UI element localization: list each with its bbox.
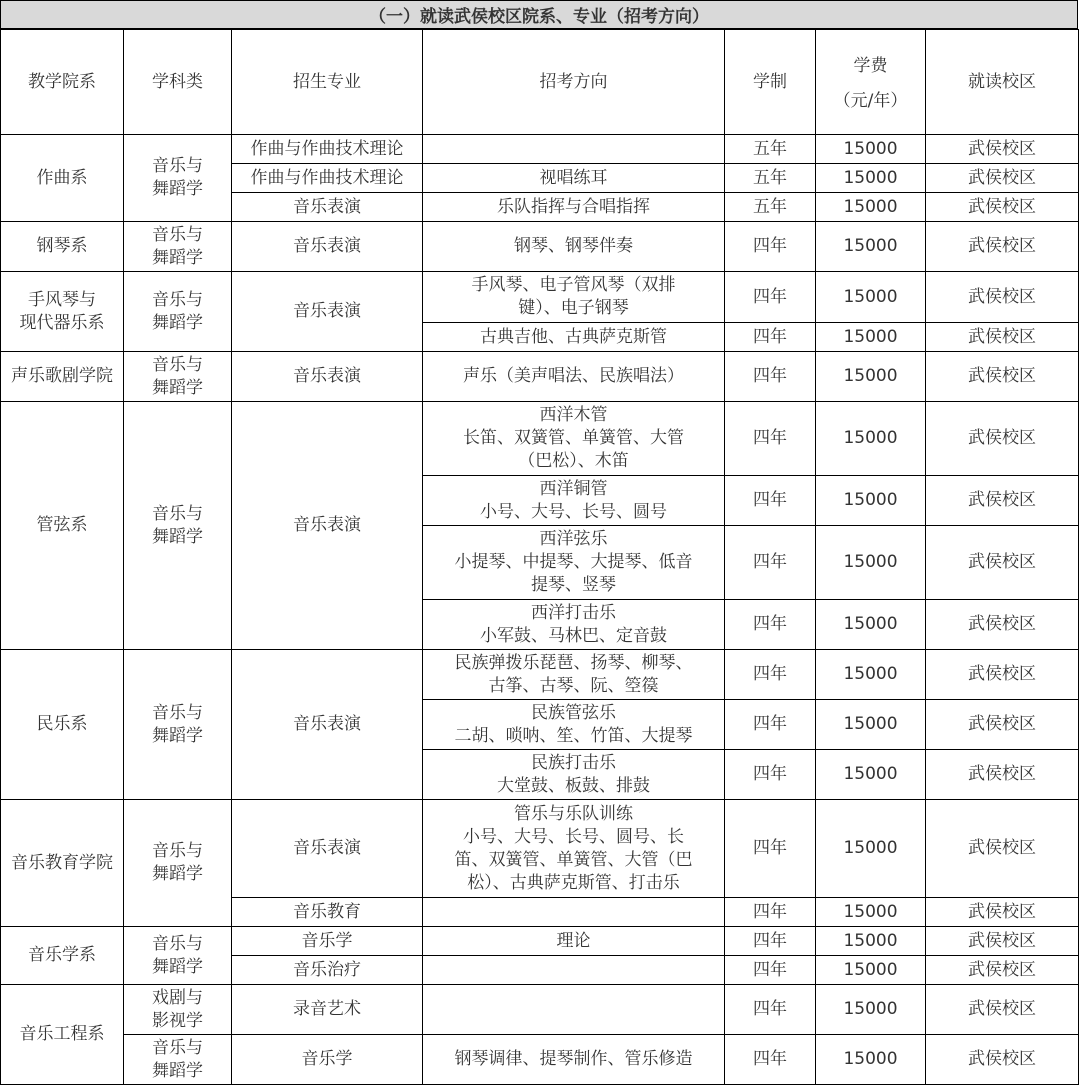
major-cell: 音乐表演 bbox=[232, 193, 423, 222]
table-row bbox=[1, 402, 1079, 476]
years-cell: 五年 bbox=[725, 164, 816, 193]
fee-cell: 15000 bbox=[816, 750, 926, 800]
years-cell: 五年 bbox=[725, 135, 816, 164]
fee-cell: 15000 bbox=[816, 800, 926, 898]
fee-cell: 15000 bbox=[816, 476, 926, 526]
table-title: （一）就读武侯校区院系、专业（招考方向） bbox=[0, 0, 1078, 29]
campus-cell: 武侯校区 bbox=[926, 985, 1079, 1035]
major-cell: 音乐表演 bbox=[232, 272, 423, 352]
category-cell: 音乐与 舞蹈学 bbox=[124, 927, 232, 985]
years-cell: 四年 bbox=[725, 800, 816, 898]
fee-cell: 15000 bbox=[816, 402, 926, 476]
campus-cell: 武侯校区 bbox=[926, 700, 1079, 750]
campus-cell: 武侯校区 bbox=[926, 164, 1079, 193]
table-row bbox=[1, 650, 1079, 700]
years-cell: 四年 bbox=[725, 352, 816, 402]
direction-cell bbox=[423, 985, 725, 1035]
major-cell: 音乐表演 bbox=[232, 352, 423, 402]
major-cell: 音乐学 bbox=[232, 1035, 423, 1085]
major-cell: 音乐表演 bbox=[232, 800, 423, 898]
direction-cell: 声乐（美声唱法、民族唱法） bbox=[423, 352, 725, 402]
header-fee-line2: （元/年） bbox=[833, 91, 908, 111]
fee-cell: 15000 bbox=[816, 222, 926, 272]
major-cell: 作曲与作曲技术理论 bbox=[232, 164, 423, 193]
fee-cell: 15000 bbox=[816, 272, 926, 323]
fee-cell: 15000 bbox=[816, 1035, 926, 1085]
direction-cell: 西洋铜管 小号、大号、长号、圆号 bbox=[423, 476, 725, 526]
years-cell: 四年 bbox=[725, 750, 816, 800]
years-cell: 四年 bbox=[725, 1035, 816, 1085]
campus-cell: 武侯校区 bbox=[926, 272, 1079, 323]
major-cell: 音乐学 bbox=[232, 927, 423, 956]
header-fee-line1: 学费 bbox=[853, 56, 888, 76]
table-row bbox=[1, 352, 1079, 402]
years-cell: 四年 bbox=[725, 402, 816, 476]
category-cell: 音乐与 舞蹈学 bbox=[124, 402, 232, 650]
campus-cell: 武侯校区 bbox=[926, 927, 1079, 956]
campus-cell: 武侯校区 bbox=[926, 222, 1079, 272]
fee-cell: 15000 bbox=[816, 927, 926, 956]
direction-cell: 民族弹拨乐琵琶、扬琴、柳琴、 古筝、古琴、阮、箜篌 bbox=[423, 650, 725, 700]
direction-cell: 视唱练耳 bbox=[423, 164, 725, 193]
dept-cell: 钢琴系 bbox=[1, 222, 124, 272]
campus-cell: 武侯校区 bbox=[926, 1035, 1079, 1085]
years-cell: 四年 bbox=[725, 272, 816, 323]
years-cell: 四年 bbox=[725, 956, 816, 985]
table-row bbox=[1, 1035, 1079, 1085]
table-row bbox=[1, 222, 1079, 272]
header-dept: 教学院系 bbox=[1, 30, 124, 135]
dept-cell: 声乐歌剧学院 bbox=[1, 352, 124, 402]
campus-cell: 武侯校区 bbox=[926, 476, 1079, 526]
dept-cell: 民乐系 bbox=[1, 650, 124, 800]
years-cell: 四年 bbox=[725, 476, 816, 526]
dept-cell: 管弦系 bbox=[1, 402, 124, 650]
fee-cell: 15000 bbox=[816, 700, 926, 750]
campus-cell: 武侯校区 bbox=[926, 323, 1079, 352]
years-cell: 四年 bbox=[725, 927, 816, 956]
fee-cell: 15000 bbox=[816, 352, 926, 402]
dept-cell: 作曲系 bbox=[1, 135, 124, 222]
major-cell: 音乐治疗 bbox=[232, 956, 423, 985]
direction-cell: 手风琴、电子管风琴（双排 键）、电子钢琴 bbox=[423, 272, 725, 323]
major-cell: 音乐表演 bbox=[232, 650, 423, 800]
years-cell: 四年 bbox=[725, 222, 816, 272]
direction-cell: 民族打击乐 大堂鼓、板鼓、排鼓 bbox=[423, 750, 725, 800]
direction-cell: 乐队指挥与合唱指挥 bbox=[423, 193, 725, 222]
campus-cell: 武侯校区 bbox=[926, 750, 1079, 800]
campus-cell: 武侯校区 bbox=[926, 402, 1079, 476]
fee-cell: 15000 bbox=[816, 956, 926, 985]
campus-cell: 武侯校区 bbox=[926, 193, 1079, 222]
table-row bbox=[1, 927, 1079, 956]
table-row bbox=[1, 985, 1079, 1035]
header-direction: 招考方向 bbox=[423, 30, 725, 135]
direction-cell: 西洋木管 长笛、双簧管、单簧管、大管 （巴松）、木笛 bbox=[423, 402, 725, 476]
category-cell: 音乐与 舞蹈学 bbox=[124, 800, 232, 927]
major-cell: 作曲与作曲技术理论 bbox=[232, 135, 423, 164]
direction-cell: 西洋弦乐 小提琴、中提琴、大提琴、低音 提琴、竖琴 bbox=[423, 526, 725, 600]
table-row bbox=[1, 272, 1079, 323]
table-row bbox=[1, 135, 1079, 164]
years-cell: 四年 bbox=[725, 650, 816, 700]
direction-cell: 古典吉他、古典萨克斯管 bbox=[423, 323, 725, 352]
direction-cell: 钢琴、钢琴伴奏 bbox=[423, 222, 725, 272]
fee-cell: 15000 bbox=[816, 164, 926, 193]
campus-cell: 武侯校区 bbox=[926, 135, 1079, 164]
years-cell: 四年 bbox=[725, 700, 816, 750]
major-cell: 音乐表演 bbox=[232, 402, 423, 650]
fee-cell: 15000 bbox=[816, 193, 926, 222]
direction-cell: 西洋打击乐 小军鼓、马林巴、定音鼓 bbox=[423, 600, 725, 650]
dept-cell: 音乐工程系 bbox=[1, 985, 124, 1085]
major-cell: 音乐教育 bbox=[232, 898, 423, 927]
header-major: 招生专业 bbox=[232, 30, 423, 135]
fee-cell: 15000 bbox=[816, 600, 926, 650]
dept-cell: 手风琴与 现代器乐系 bbox=[1, 272, 124, 352]
direction-cell: 钢琴调律、提琴制作、管乐修造 bbox=[423, 1035, 725, 1085]
campus-cell: 武侯校区 bbox=[926, 800, 1079, 898]
direction-cell bbox=[423, 135, 725, 164]
campus-cell: 武侯校区 bbox=[926, 526, 1079, 600]
fee-cell: 15000 bbox=[816, 898, 926, 927]
header-campus: 就读校区 bbox=[926, 30, 1079, 135]
header-years: 学制 bbox=[725, 30, 816, 135]
direction-cell bbox=[423, 956, 725, 985]
fee-cell: 15000 bbox=[816, 135, 926, 164]
fee-cell: 15000 bbox=[816, 985, 926, 1035]
major-cell: 录音艺术 bbox=[232, 985, 423, 1035]
category-cell: 戏剧与 影视学 bbox=[124, 985, 232, 1035]
direction-cell: 民族管弦乐 二胡、唢呐、笙、竹笛、大提琴 bbox=[423, 700, 725, 750]
category-cell: 音乐与 舞蹈学 bbox=[124, 135, 232, 222]
table-row bbox=[1, 800, 1079, 898]
category-cell: 音乐与 舞蹈学 bbox=[124, 650, 232, 800]
fee-cell: 15000 bbox=[816, 323, 926, 352]
campus-cell: 武侯校区 bbox=[926, 898, 1079, 927]
campus-cell: 武侯校区 bbox=[926, 600, 1079, 650]
header-category: 学科类 bbox=[124, 30, 232, 135]
fee-cell: 15000 bbox=[816, 650, 926, 700]
years-cell: 四年 bbox=[725, 526, 816, 600]
dept-cell: 音乐教育学院 bbox=[1, 800, 124, 927]
years-cell: 四年 bbox=[725, 898, 816, 927]
years-cell: 四年 bbox=[725, 323, 816, 352]
years-cell: 四年 bbox=[725, 600, 816, 650]
header-row bbox=[1, 30, 1079, 135]
campus-cell: 武侯校区 bbox=[926, 650, 1079, 700]
major-cell: 音乐表演 bbox=[232, 222, 423, 272]
enrollment-table bbox=[0, 29, 1079, 1085]
years-cell: 四年 bbox=[725, 985, 816, 1035]
category-cell: 音乐与 舞蹈学 bbox=[124, 222, 232, 272]
campus-cell: 武侯校区 bbox=[926, 956, 1079, 985]
category-cell: 音乐与 舞蹈学 bbox=[124, 272, 232, 352]
dept-cell: 音乐学系 bbox=[1, 927, 124, 985]
category-cell: 音乐与 舞蹈学 bbox=[124, 352, 232, 402]
direction-cell: 理论 bbox=[423, 927, 725, 956]
header-fee bbox=[816, 30, 926, 135]
direction-cell bbox=[423, 898, 725, 927]
fee-cell: 15000 bbox=[816, 526, 926, 600]
category-cell: 音乐与 舞蹈学 bbox=[124, 1035, 232, 1085]
campus-cell: 武侯校区 bbox=[926, 352, 1079, 402]
direction-cell: 管乐与乐队训练 小号、大号、长号、圆号、长 笛、双簧管、单簧管、大管（巴 松）、古典萨克斯管、打击乐 bbox=[423, 800, 725, 898]
years-cell: 五年 bbox=[725, 193, 816, 222]
